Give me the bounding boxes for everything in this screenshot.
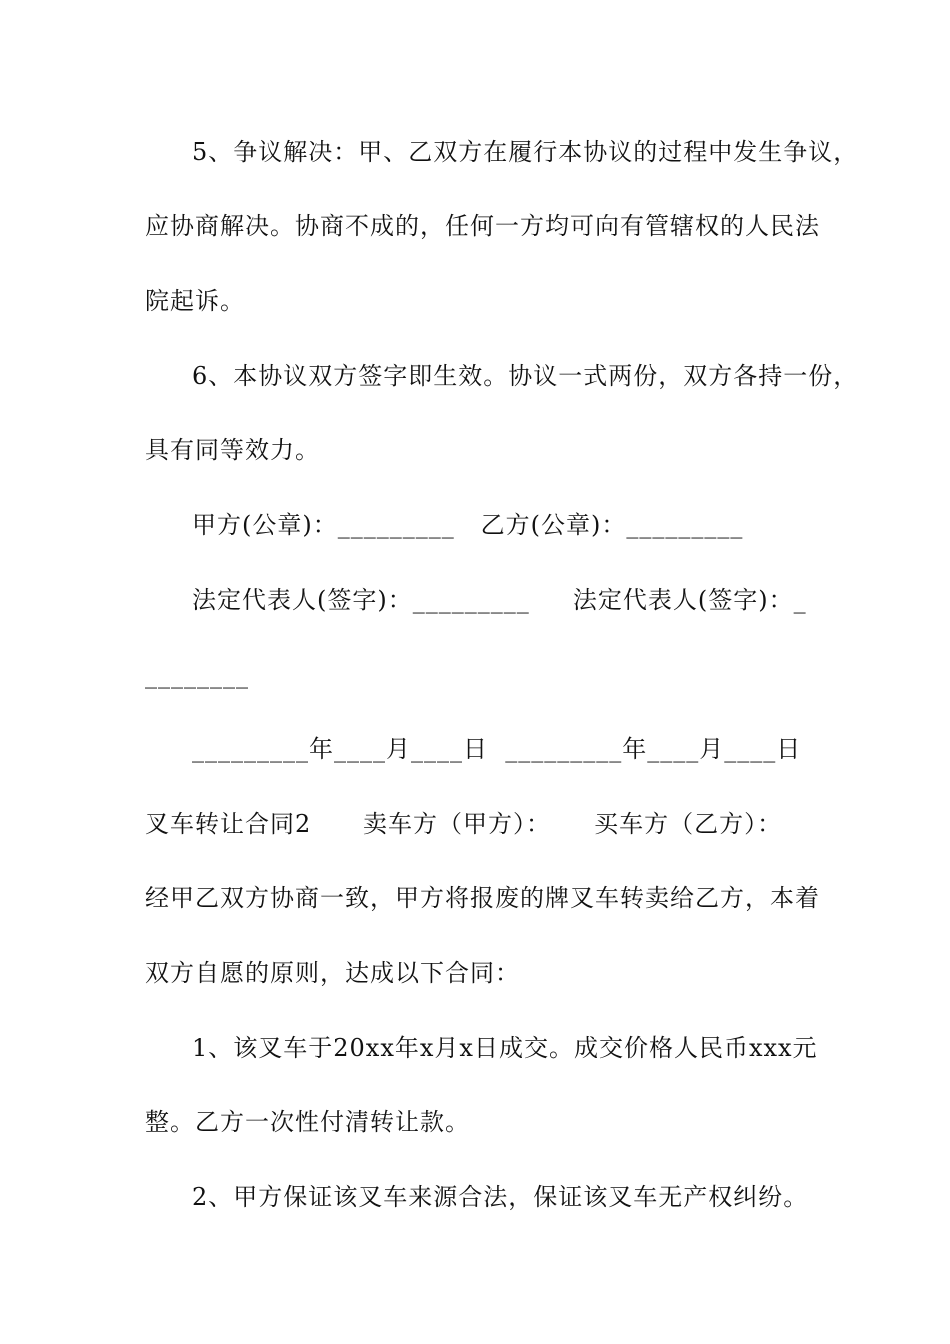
paragraph-6-line-2: 具有同等效力。 [145, 436, 320, 464]
clause-1-line-2: 整。乙方一次性付清转让款。 [145, 1108, 470, 1136]
contract-2-heading: 叉车转让合同2 卖车方（甲方）： 买车方（乙方）： [145, 810, 783, 838]
clause-1-line-1: 1、该叉车于20xx年x月x日成交。成交价格人民币xxx元 [192, 1034, 818, 1062]
date-line: _________年____月____日 _________年____月____日 [192, 735, 802, 763]
representative-signature-line: 法定代表人(签字)：_________ 法定代表人(签字)：_ [192, 586, 807, 614]
paragraph-5-line-1: 5、争议解决：甲、乙双方在履行本协议的过程中发生争议， [192, 138, 859, 166]
representative-signature-continuation: ________ [145, 661, 249, 689]
paragraph-5-line-2: 应协商解决。协商不成的，任何一方均可向有管辖权的人民法 [145, 212, 820, 240]
contract-2-intro-line-2: 双方自愿的原则，达成以下合同： [145, 959, 520, 987]
paragraph-6-line-1: 6、本协议双方签字即生效。协议一式两份，双方各持一份， [192, 362, 859, 390]
paragraph-5-line-3: 院起诉。 [145, 287, 245, 315]
seal-signature-line: 甲方(公章)：_________ 乙方(公章)：_________ [192, 511, 744, 539]
contract-2-intro-line-1: 经甲乙双方协商一致，甲方将报废的牌叉车转卖给乙方，本着 [145, 884, 820, 912]
clause-2-line-1: 2、甲方保证该叉车来源合法，保证该叉车无产权纠纷。 [192, 1183, 809, 1211]
